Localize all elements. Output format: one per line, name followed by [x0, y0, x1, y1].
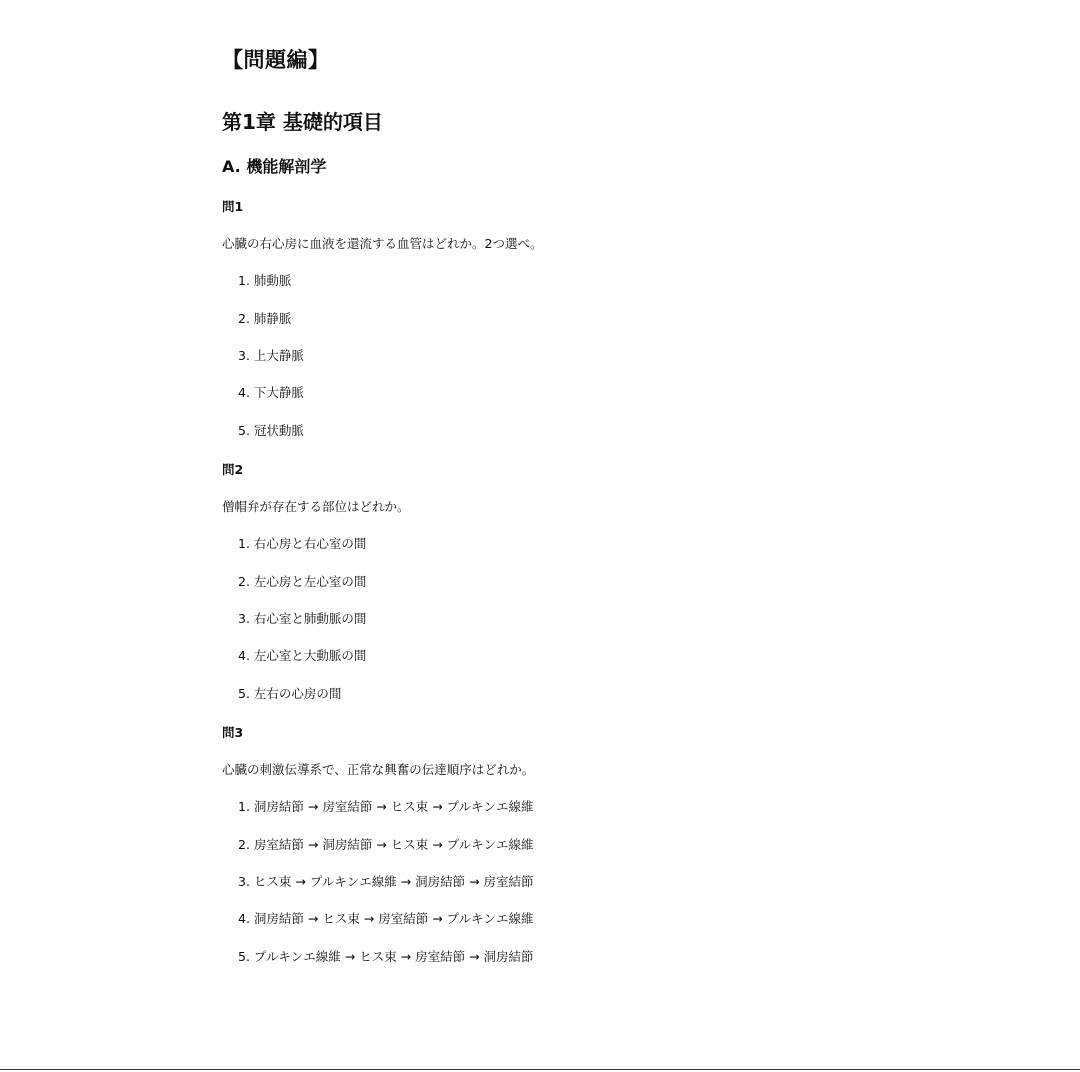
page-bottom-divider	[0, 1069, 1080, 1070]
question-3-text: 心臓の刺激伝導系で、正常な興奮の伝達順序はどれか。	[222, 762, 535, 777]
question-1-option-1: 1. 肺動脈	[238, 273, 292, 288]
question-3-option-4: 4. 洞房結節 → ヒス束 → 房室結節 → プルキンエ線維	[238, 911, 534, 926]
section-title: A. 機能解剖学	[222, 157, 327, 176]
question-2-option-2: 2. 左心房と左心室の間	[238, 574, 367, 589]
chapter-title: 第1章 基礎的項目	[222, 110, 383, 134]
question-2-option-5: 5. 左右の心房の間	[238, 686, 342, 701]
question-1-option-2: 2. 肺静脈	[238, 311, 292, 326]
question-3-option-2: 2. 房室結節 → 洞房結節 → ヒス束 → プルキンエ線維	[238, 837, 534, 852]
question-3-label: 問3	[222, 725, 244, 740]
question-3-option-5: 5. プルキンエ線維 → ヒス束 → 房室結節 → 洞房結節	[238, 949, 534, 964]
question-2-label: 問2	[222, 462, 244, 477]
question-2-option-1: 1. 右心房と右心室の間	[238, 536, 367, 551]
book-title: 【問題編】	[222, 48, 330, 72]
question-2-text: 僧帽弁が存在する部位はどれか。	[222, 499, 410, 514]
question-1-text: 心臓の右心房に血液を還流する血管はどれか。2つ選べ。	[222, 236, 543, 251]
question-3-option-1: 1. 洞房結節 → 房室結節 → ヒス束 → プルキンエ線維	[238, 799, 534, 814]
question-1-option-4: 4. 下大静脈	[238, 385, 304, 400]
question-1-label: 問1	[222, 199, 244, 214]
question-1-option-3: 3. 上大静脈	[238, 348, 304, 363]
question-2-option-3: 3. 右心室と肺動脈の間	[238, 611, 367, 626]
question-1-option-5: 5. 冠状動脈	[238, 423, 304, 438]
question-2-option-4: 4. 左心室と大動脈の間	[238, 648, 367, 663]
question-3-option-3: 3. ヒス束 → プルキンエ線維 → 洞房結節 → 房室結節	[238, 874, 534, 889]
